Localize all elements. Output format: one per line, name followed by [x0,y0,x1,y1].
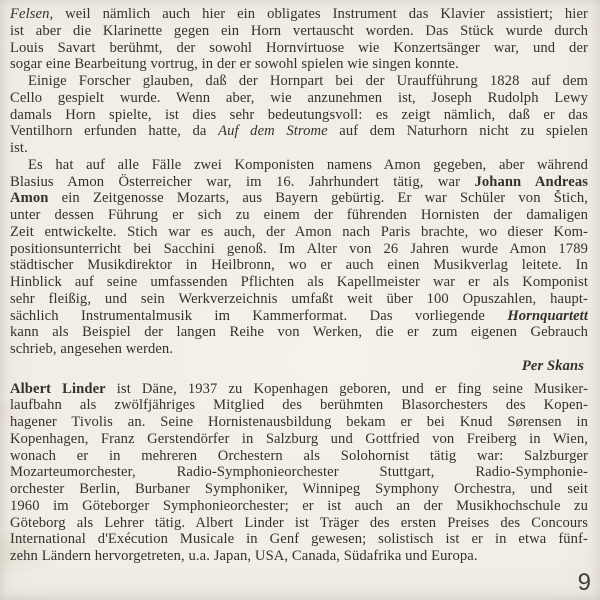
text-segment: Mozarteumorchester, Radio-Symphonieorchester Stuttgart, Radio-Symphonie- [10,464,588,481]
text-line [10,107,588,124]
text-line [10,241,588,258]
text-line [10,291,588,308]
text-segment: Ventilhorn erfunden hatte, da [10,123,219,140]
text-line [10,56,588,73]
styled-text-segment: Auf dem Strome [218,123,328,140]
text-segment: schrieb, angesehen werden. [10,341,174,357]
text-line [10,548,588,565]
text-line [10,90,588,107]
styled-text-segment: Hornquartett [507,307,588,324]
text-segment: ein Zeitgenosse Mozarts, aus Bayern gebürtig. Er war Schüler von Štich, [48,190,588,207]
text-line [10,157,588,174]
text-line [10,140,588,157]
text-line [10,123,588,140]
text-segment: positionsunterricht bei Sacchini genoß. Im Alter von 26 Jahren wurde Amon 1789 [10,240,588,257]
text-segment: 1960 im Göteborger Symphonieorchester; er ist auch an der Musikhochschule zu [10,497,588,514]
text-segment: zehn Ländern hervorgetreten, u.a. Japan, USA, Canada, Südafrika und Europa. [10,548,478,564]
text-line [10,257,588,274]
text-line [10,23,588,40]
text-line [10,341,588,358]
text-line [10,464,588,481]
text-line [10,381,588,398]
text-segment: kann als Beispiel der langen Reihe von Werken, die er zum eigenen Gebrauch [10,324,588,341]
text-segment: ist. [10,140,28,156]
signature-line [10,358,588,375]
styled-text-segment: Albert Linder [10,380,106,397]
styled-text-segment: Amon [10,190,49,207]
text-line [10,498,588,515]
text-segment: Kopenhagen, Franz Gerstendörfer in Salzburg und Gottfried von Freiberg in Wien, [10,430,588,447]
text-segment: Louis Savart berühmt, der sowohl Hornvirtuose wie Konzertsänger war, und der [10,39,588,56]
text-line [10,324,588,341]
text-line [10,308,588,325]
text-segment: Cello gespielt wurde. Wenn aber, wie anzunehmen ist, Joseph Rudolph Lewy [10,89,588,106]
text-segment: sogar eine Bearbeitung vortrug, in der er sowohl spielen wie singen konnte. [10,56,459,73]
text-line [10,190,588,207]
text-segment: orchester Berlin, Burbaner Symphoniker, Winnipeg Symphony Orchestra, und seit [10,481,588,497]
text-segment: laufbahn als zwölfjähriges Mitglied des berühmten Blasorchesters des Kopen- [10,397,588,414]
text-line [10,515,588,532]
body-text [10,6,588,565]
text-line [10,207,588,224]
text-segment: auf dem Naturhorn nicht zu spielen [327,123,588,140]
text-segment: sehr fleißig, und sein Werkverzeichnis umfaßt weit über 100 Opuszahlen, haupt- [10,290,588,307]
text-segment: Einige Forscher glauben, daß der Hornpart bei der Uraufführung 1828 auf dem [28,73,588,89]
text-line [10,481,588,498]
page-number: 9 [577,569,591,596]
styled-text-segment: Per Skans [521,357,584,374]
text-segment: Hinblick auf seine umfassenden Pflichten als Kapellmeister war er als Komponist [10,274,588,290]
text-segment: ist aber die Klarinette gegen ein Horn vertauscht worden. Das Stück wurde durch [10,22,588,39]
text-segment: damals Horn spielte, ist dies sehr bedeutungsvoll: es zeigt nämlich, daß er das [10,106,588,123]
text-line [10,174,588,191]
text-line [10,224,588,241]
text-line [10,448,588,465]
text-segment: weil nämlich auch hier ein obligates Instrument das Klavier assistiert; hier [53,6,588,22]
text-line [10,73,588,90]
text-line [10,274,588,291]
styled-text-segment: Felsen, [10,6,54,22]
text-segment: unter dessen Führung er sich zu einem der führenden Hornisten der damaligen [10,207,588,223]
text-line [10,40,588,57]
text-segment: Es hat auf alle Fälle zwei Komponisten namens Amon gegeben, aber während [28,156,588,173]
text-segment: hagener Tivolis an. Seine Hornistenausbildung bekam er bei Knud Sørensen in [10,414,588,430]
text-segment: International d'Exécution Musicale in Genf gewesen; solistisch ist er in etwa fünf- [10,531,588,548]
text-line [10,531,588,548]
styled-text-segment: Johann Andreas [474,173,588,190]
text-segment: sächlich Instrumentalmusik im Kammerformat. Das vorliegende [10,307,508,324]
text-line [10,397,588,414]
text-line [10,414,588,431]
text-segment: wonach er in mehreren Orchestern als Solohornist tätig war: Salzburger [10,447,588,464]
text-line [10,6,588,23]
text-segment: Zeit entwickelte. Stich war es auch, der Amon nach Paris brachte, wo dieser Kom- [10,223,588,240]
text-segment: Blasius Amon Österreicher war, im 16. Jahrhundert tätig, war [10,173,475,190]
text-segment: städtischer Musikdirektor in Heilbronn, wo er auch einen Musikverlag leitete. In [10,257,588,274]
text-segment: ist Däne, 1937 zu Kopenhagen geboren, und er fing seine Musiker- [105,380,588,397]
text-segment: Göteborg als Lehrer tätig. Albert Linder ist Träger des ersten Preises des Concours [10,514,588,531]
text-line [10,431,588,448]
